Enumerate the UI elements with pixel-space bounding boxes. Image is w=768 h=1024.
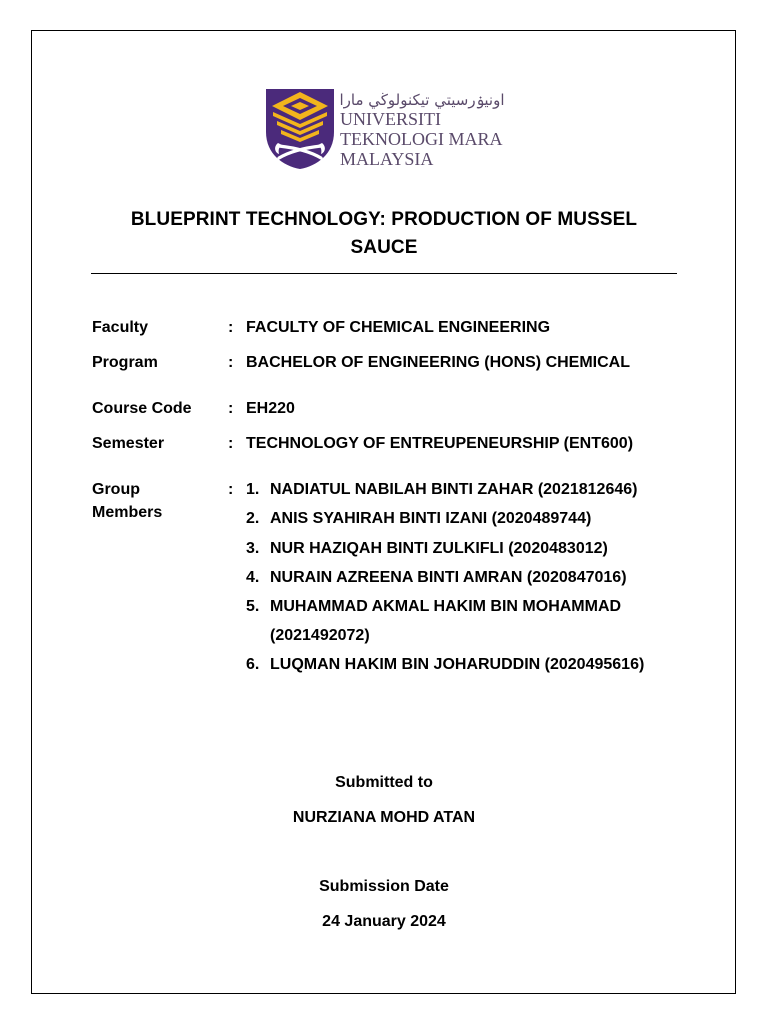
member-5-name: MUHAMMAD AKMAL HAKIM BIN MOHAMMAD xyxy=(270,598,622,615)
member-6-name: LUQMAN HAKIM BIN JOHARUDDIN (2020495616) xyxy=(270,656,645,673)
submission-date-label: Submission Date xyxy=(319,878,449,895)
member-4-number: 4. xyxy=(246,569,260,586)
submission-date: 24 January 2024 xyxy=(322,913,446,930)
faculty-value: FACULTY OF CHEMICAL ENGINEERING xyxy=(246,319,551,336)
faculty-colon: : xyxy=(228,319,234,336)
semester-label: Semester xyxy=(92,435,165,452)
program-label: Program xyxy=(92,354,158,371)
member-6-number: 6. xyxy=(246,656,260,673)
member-1-name: NADIATUL NABILAH BINTI ZAHAR (2021812646) xyxy=(270,481,638,498)
submitted-to-label: Submitted to xyxy=(335,774,433,791)
semester-colon: : xyxy=(228,435,234,452)
program-colon: : xyxy=(228,354,234,371)
semester-value: TECHNOLOGY OF ENTREUPENEURSHIP (ENT600) xyxy=(246,435,634,452)
member-5-number: 5. xyxy=(246,598,260,615)
program-value: BACHELOR OF ENGINEERING (HONS) CHEMICAL xyxy=(246,354,630,371)
submitted-to-name: NURZIANA MOHD ATAN xyxy=(292,809,476,826)
university-logo xyxy=(265,88,505,172)
course-code-label: Course Code xyxy=(92,400,192,417)
member-2-name: ANIS SYAHIRAH BINTI IZANI (2020489744) xyxy=(270,510,592,527)
group-members-label-line1: Group xyxy=(92,481,140,498)
member-5-id: (2021492072) xyxy=(270,627,370,644)
course-code-colon: : xyxy=(228,400,234,417)
group-members-colon: : xyxy=(228,481,234,498)
svg-text:اونيۏرسيتي تيكنولوڬي مارا: اونيۏرسيتي تيكنولوڬي مارا xyxy=(339,91,505,109)
member-2-number: 2. xyxy=(246,510,260,527)
faculty-label: Faculty xyxy=(92,319,149,336)
member-3-number: 3. xyxy=(246,540,260,557)
group-members-label-line2: Members xyxy=(92,504,163,521)
member-3-name: NUR HAZIQAH BINTI ZULKIFLI (2020483012) xyxy=(270,540,608,557)
jawi-logotype xyxy=(339,88,505,110)
title-divider xyxy=(91,273,677,274)
document-title: BLUEPRINT TECHNOLOGY: PRODUCTION OF MUSSEL SAUCE xyxy=(130,209,638,258)
course-code-value: EH220 xyxy=(246,400,295,417)
member-4-name: NURAIN AZREENA BINTI AMRAN (2020847016) xyxy=(270,569,627,586)
member-1-number: 1. xyxy=(246,481,260,498)
uitm-crest-icon xyxy=(265,88,335,170)
university-name: UNIVERSITI TEKNOLOGI MARA MALAYSIA xyxy=(340,109,503,169)
